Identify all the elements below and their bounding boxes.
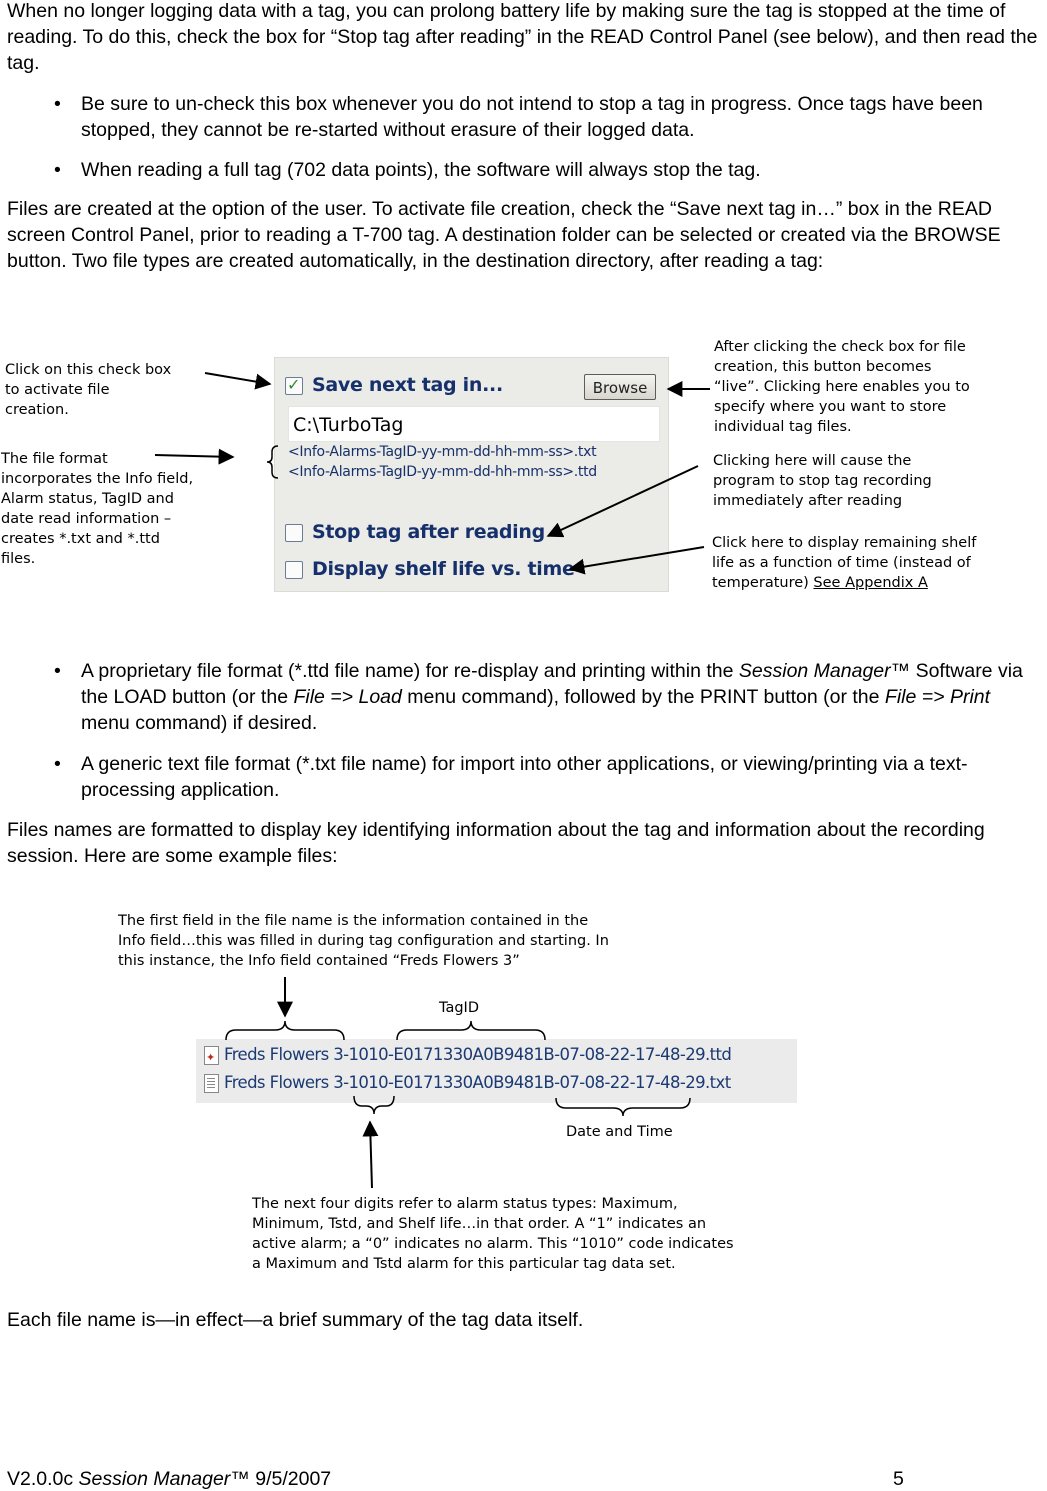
annotation-browse: After clicking the check box for file creation, this button becomes “live”. Clicking here enables you to specify where you want to store individual tag files. — [714, 339, 970, 435]
intro-paragraph-1: When no longer logging data with a tag, you can prolong battery life by making sure the tag is stopped at the time of reading. To do this, check the box for “Stop tag after reading” in the READ Control Panel (see below), and then read the tag. — [7, 0, 1038, 74]
file-names-paragraph: Files names are formatted to display key identifying information about the tag and information about the recording session. Here are some example files: — [7, 819, 985, 867]
bullet-dot: • — [54, 159, 61, 181]
intro-paragraph-2: Files are created at the option of the user. To activate file creation, check the “Save next tag in…” box in the READ screen Control Panel, prior to reading a T-700 tag. A destination folder can be selected or created via the BROWSE button. Two file types are created automatically, in the destination directory, after reading a tag: — [7, 198, 1001, 272]
bullet-dot: • — [54, 753, 61, 775]
alarm-brace — [354, 1096, 394, 1114]
stop-tag-label: Stop tag after reading — [312, 521, 545, 543]
info-brace — [226, 1021, 344, 1040]
footer-version: V2.0.0c Session Manager™ 9/5/2007 — [7, 1468, 332, 1490]
example-files-list: ✦ Freds Flowers 3-1010-E0171330A0B9481B-07-08-22-17-48-29.ttd Freds Flowers 3-1010-E0171330A0B9481B-07-08-22-17-48-29.txt — [196, 1039, 797, 1103]
page-number: 5 — [893, 1468, 904, 1490]
bullet-txt-format: A generic text file format (*.txt file name) for import into other applications, or viewing/printing via a text-processing application. — [81, 753, 968, 801]
annotation-shelf-life: Click here to display remaining shelf life as a function of time (instead of temperature) See Appendix A — [712, 535, 977, 591]
shelf-life-label: Display shelf life vs. time — [312, 558, 575, 580]
annotation-date-time: Date and Time — [566, 1124, 673, 1140]
destination-folder-input[interactable]: C:\TurboTag — [288, 406, 660, 442]
bullet-dot: • — [54, 660, 61, 682]
format-brace — [267, 446, 278, 478]
appendix-a-link[interactable]: See Appendix A — [813, 575, 928, 591]
tagid-brace — [397, 1021, 545, 1040]
bullet-ttd-format: A proprietary file format (*.ttd file name) for re-display and printing within the Session Manager™ Software via the LOAD button (or the File => Load menu command), followed by the PRINT button (or the File => Print menu command) if desired. — [81, 660, 1023, 734]
save-next-tag-label: Save next tag in... — [312, 374, 503, 396]
ttd-format-pattern: <Info-Alarms-TagID-yy-mm-dd-hh-mm-ss>.ttd — [288, 464, 597, 480]
arrow-to-shelf-life — [570, 547, 704, 569]
ttd-file-icon: ✦ — [204, 1046, 219, 1065]
bullet-full-tag: When reading a full tag (702 data points), the software will always stop the tag. — [81, 159, 761, 181]
annotation-checkbox: Click on this check box to activate file creation. — [5, 362, 172, 418]
annotation-info-field: The first field in the file name is the information contained in the Info field…this was filled in during tag configuration and starting. In this instance, the Info field contained “Freds Flowers 3” — [118, 913, 609, 969]
summary-paragraph: Each file name is—in effect—a brief summary of the tag data itself. — [7, 1309, 584, 1331]
annotation-file-format: The file format incorporates the Info field, Alarm status, TagID and date read information – creates *.txt and *.ttd files. — [1, 451, 194, 567]
annotation-tagid: TagID — [439, 1000, 479, 1016]
bullet-dot: • — [54, 93, 61, 115]
browse-button[interactable]: Browse — [584, 374, 656, 400]
date-time-brace — [556, 1098, 690, 1116]
annotation-alarm-status: The next four digits refer to alarm status types: Maximum, Minimum, Tstd, and Shelf life…in that order. A “1” indicates an active alarm; a “0” indicates no alarm. This “1010” code indicates a Maximum and Tstd alarm for this particular tag data set. — [252, 1196, 734, 1272]
checkmark-icon: ✓ — [287, 375, 301, 394]
arrow-to-alarm-digits — [370, 1122, 372, 1188]
arrow-to-format — [155, 455, 233, 457]
txt-format-pattern: <Info-Alarms-TagID-yy-mm-dd-hh-mm-ss>.txt — [288, 444, 597, 460]
bullet-uncheck: Be sure to un-check this box whenever you do not intend to stop a tag in progress. Once tags have been stopped, they cannot be re-started without erasure of their logged data. — [81, 93, 983, 141]
arrow-to-stop-tag — [548, 466, 698, 536]
arrow-to-save-checkbox — [205, 373, 270, 384]
annotation-stop-tag: Clicking here will cause the program to stop tag recording immediately after reading — [713, 453, 932, 509]
